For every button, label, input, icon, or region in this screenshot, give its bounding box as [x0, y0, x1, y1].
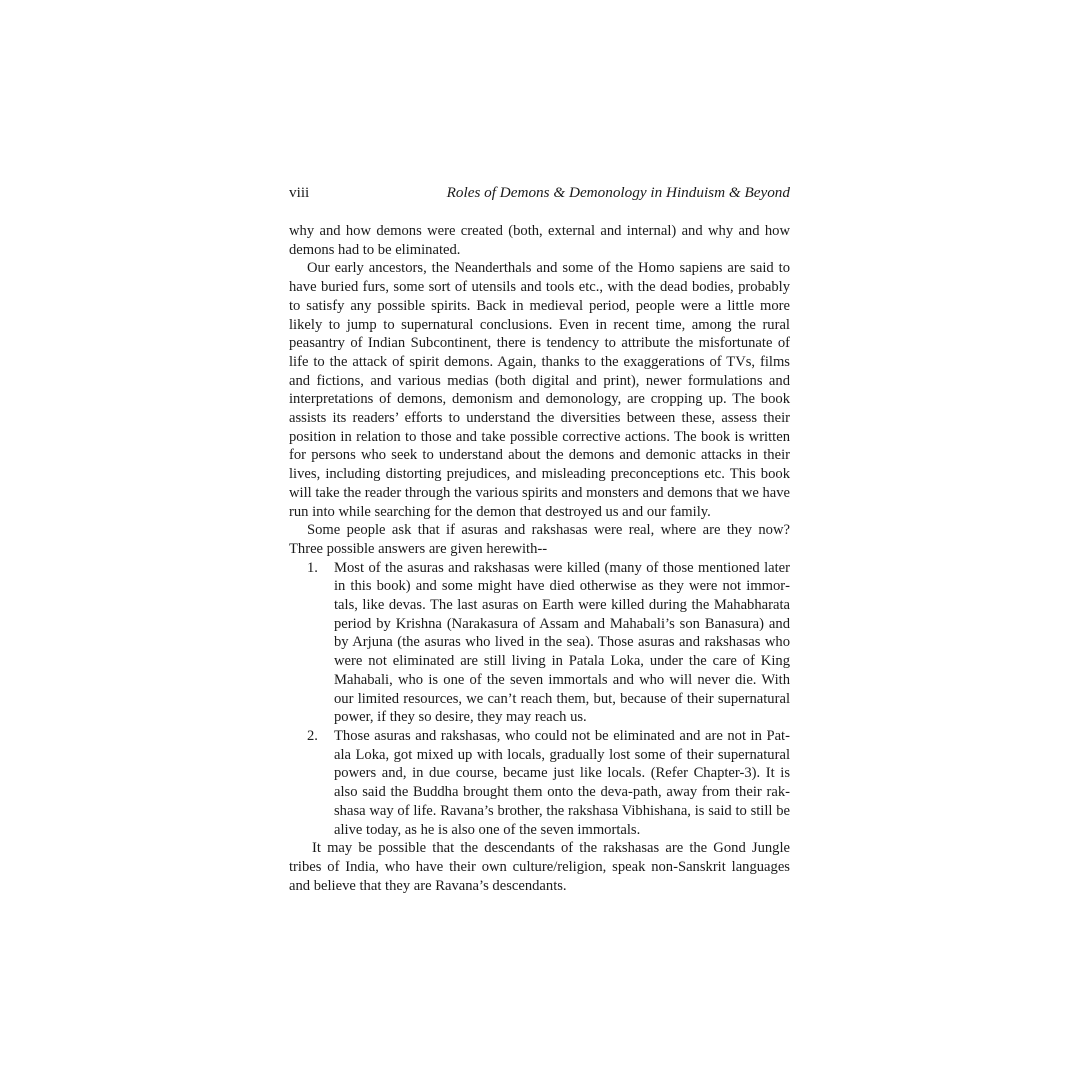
page-number: viii [289, 184, 310, 201]
list-item-text: Most of the asuras and rakshasas were killed (many of those mentioned later in this book) and some might have died otherwise as they were not immortals, like devas. The last asuras on Earth were killed during the Mahabharata period by Krishna (Narakasura of Assam and Mahabali’s son Banasura) and by Arjuna (the asuras who lived in the sea). Those asuras and rakshasas who were not eliminated are still living in Patala Loka, under the care of King Mahabali, who is one of the seven immortals and who will never die. With our limited resources, we can’t reach them, but, because of their supernatural power, if they so desire, they may reach us. [334, 559, 790, 726]
running-head [289, 183, 790, 203]
book-page [289, 183, 790, 895]
list-sub-paragraph: It may be possible that the descendants of the rakshasas are the Gond Jungle tribes of India, who have their own culture/religion, speak non-Sanskrit languages and believe that they are Ravana’s descendants. [289, 840, 790, 894]
list-item-1 [289, 559, 790, 727]
list-item-text: Those asuras and rakshasas, who could not be eliminated and are not in Patala Loka, got mixed up with locals, gradually lost some of their supernatural powers and, in due course, became just like locals. (Refer Chapter-3). It is also said the Buddha brought them onto the deva-path, away from their rakshasa way of life. Ravana’s brother, the rakshasa Vibhishana, is said to still be alive today, as he is also one of the seven immortals. [334, 727, 790, 838]
running-title: Roles of Demons & Demonology in Hinduism & Beyond [446, 184, 790, 201]
list-number: 1. [307, 559, 318, 576]
numbered-list [289, 559, 790, 896]
paragraph-ancestors: Our early ancestors, the Neanderthals and some of the Homo sapiens are said to have buried furs, some sort of utensils and tools etc., with the dead bodies, probably to satisfy any possible spirits. Back in medieval period, people were a little more likely to jump to supernatural conclusions. Even in recent time, among the rural peasantry of Indian Subcontinent, there is tendency to attribute the misfortunate of life to the attack of spirit demons. Again, thanks to the exaggerations of TVs, films and fictions, and various medias (both digital and print), newer formulations and interpretations of demons, demonism and demonology, are cropping up. The book assists its readers’ efforts to understand the diversities between these, assess their position in relation to those and take possible corrective actions. The book is written for persons who seek to understand about the demons and demonic attacks in their lives, including distorting prejudices, and misleading preconceptions etc. This book will take the reader through the various spirits and monsters and demons that we have run into while searching for the demon that destroyed us and our family. [289, 260, 790, 520]
paragraph-continued: why and how demons were created (both, external and internal) and why and how demons had to be eliminated. [289, 223, 790, 258]
paragraph-question: Some people ask that if asuras and rakshasas were real, where are they now? Three possible answers are given herewith-- [289, 522, 790, 557]
body-text [289, 222, 790, 895]
list-item-2 [289, 727, 790, 839]
list-number: 2. [307, 727, 318, 744]
